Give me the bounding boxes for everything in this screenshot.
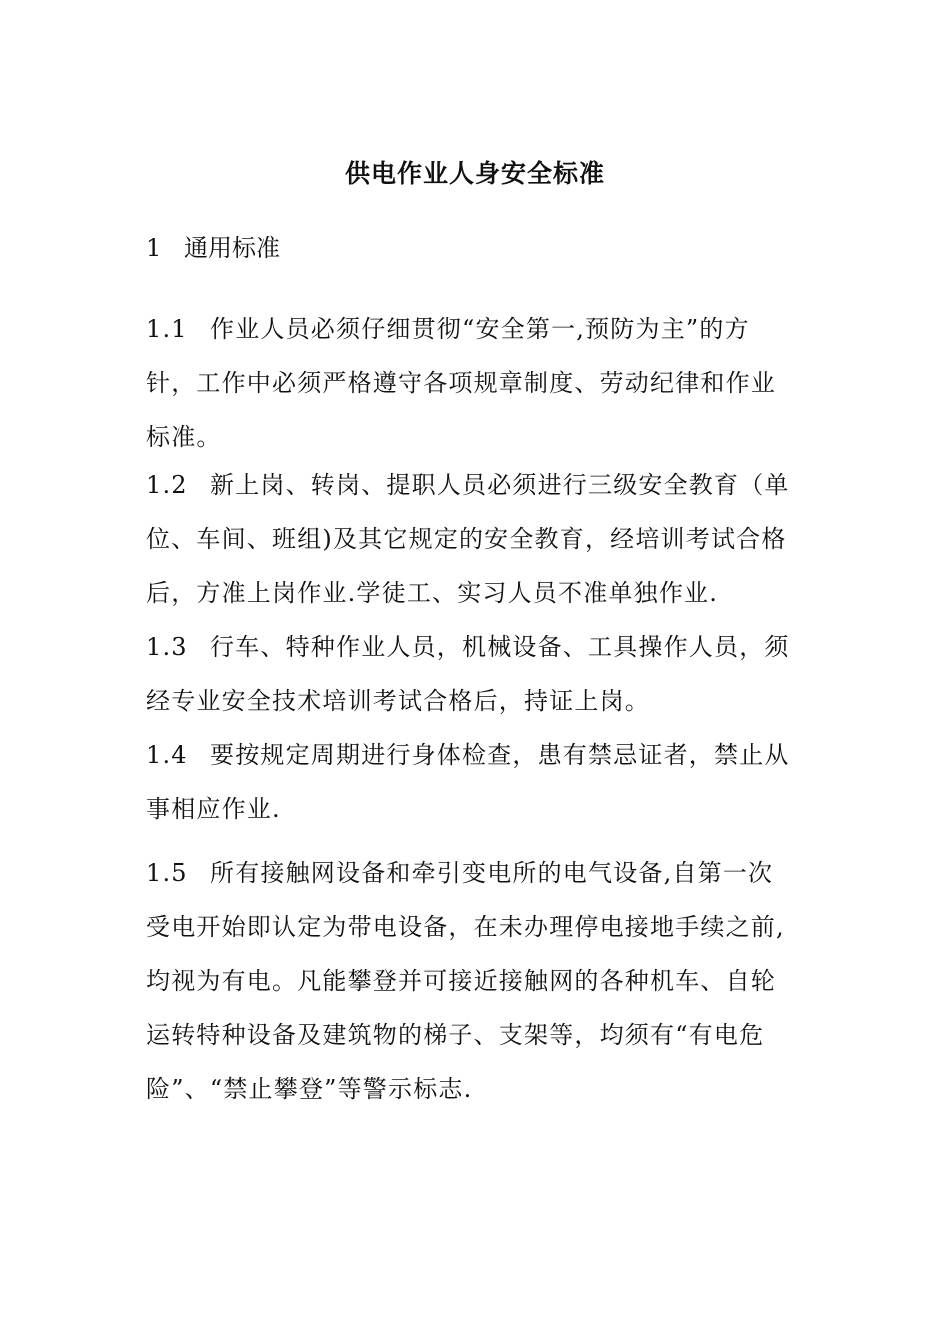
clause-text: 新上岗、转岗、提职人员必须进行三级安全教育（单	[210, 471, 790, 499]
clause-1-2	[146, 458, 806, 620]
clause-text: 作业人员必须仔细贯彻“安全第一,预防为主”的方	[210, 315, 750, 343]
clause-line: 经专业安全技术培训考试合格后，持证上岗。	[146, 687, 650, 715]
clause-text: 所有接触网设备和牵引变电所的电气设备,自第一次	[210, 859, 774, 887]
clause-1-3	[146, 620, 806, 728]
clause-line	[146, 458, 806, 512]
section-number: 1	[146, 234, 162, 262]
clause-line	[146, 302, 806, 356]
clause-line: 后，方准上岗作业.学徒工、实习人员不准单独作业.	[146, 579, 719, 607]
clause-text: 行车、特种作业人员，机械设备、工具操作人员，须	[210, 633, 790, 661]
clause-line: 位、车间、班组)及其它规定的安全教育，经培训考试合格	[146, 525, 787, 553]
clause-line: 标准。	[146, 423, 222, 451]
clause-number: 1.2	[146, 471, 188, 499]
clause-line: 针，工作中必须严格遵守各项规章制度、劳动纪律和作业	[146, 369, 776, 397]
clause-text: 要按规定周期进行身体检查，患有禁忌证者，禁止从	[210, 741, 790, 769]
clause-number: 1.5	[146, 859, 188, 887]
clause-line	[146, 728, 806, 782]
clause-line: 运转特种设备及建筑物的梯子、支架等，均须有“有电危	[146, 1021, 765, 1049]
clause-1-4	[146, 728, 806, 836]
clause-1-1	[146, 302, 806, 464]
clause-line: 险”、“禁止攀登”等警示标志.	[146, 1075, 473, 1103]
clause-number: 1.4	[146, 741, 188, 769]
clause-number: 1.3	[146, 633, 188, 661]
section-title: 通用标准	[184, 234, 280, 262]
clause-line	[146, 620, 806, 674]
clause-line: 均视为有电。凡能攀登并可接近接触网的各种机车、自轮	[146, 967, 776, 995]
clause-1-5	[146, 846, 806, 1116]
clause-line	[146, 846, 806, 900]
section-heading	[146, 230, 280, 266]
clause-number: 1.1	[146, 315, 188, 343]
document-title: 供电作业人身安全标准	[344, 159, 605, 188]
clause-line: 事相应作业.	[146, 795, 281, 823]
clause-line: 受电开始即认定为带电设备，在未办理停电接地手续之前,	[146, 913, 785, 941]
